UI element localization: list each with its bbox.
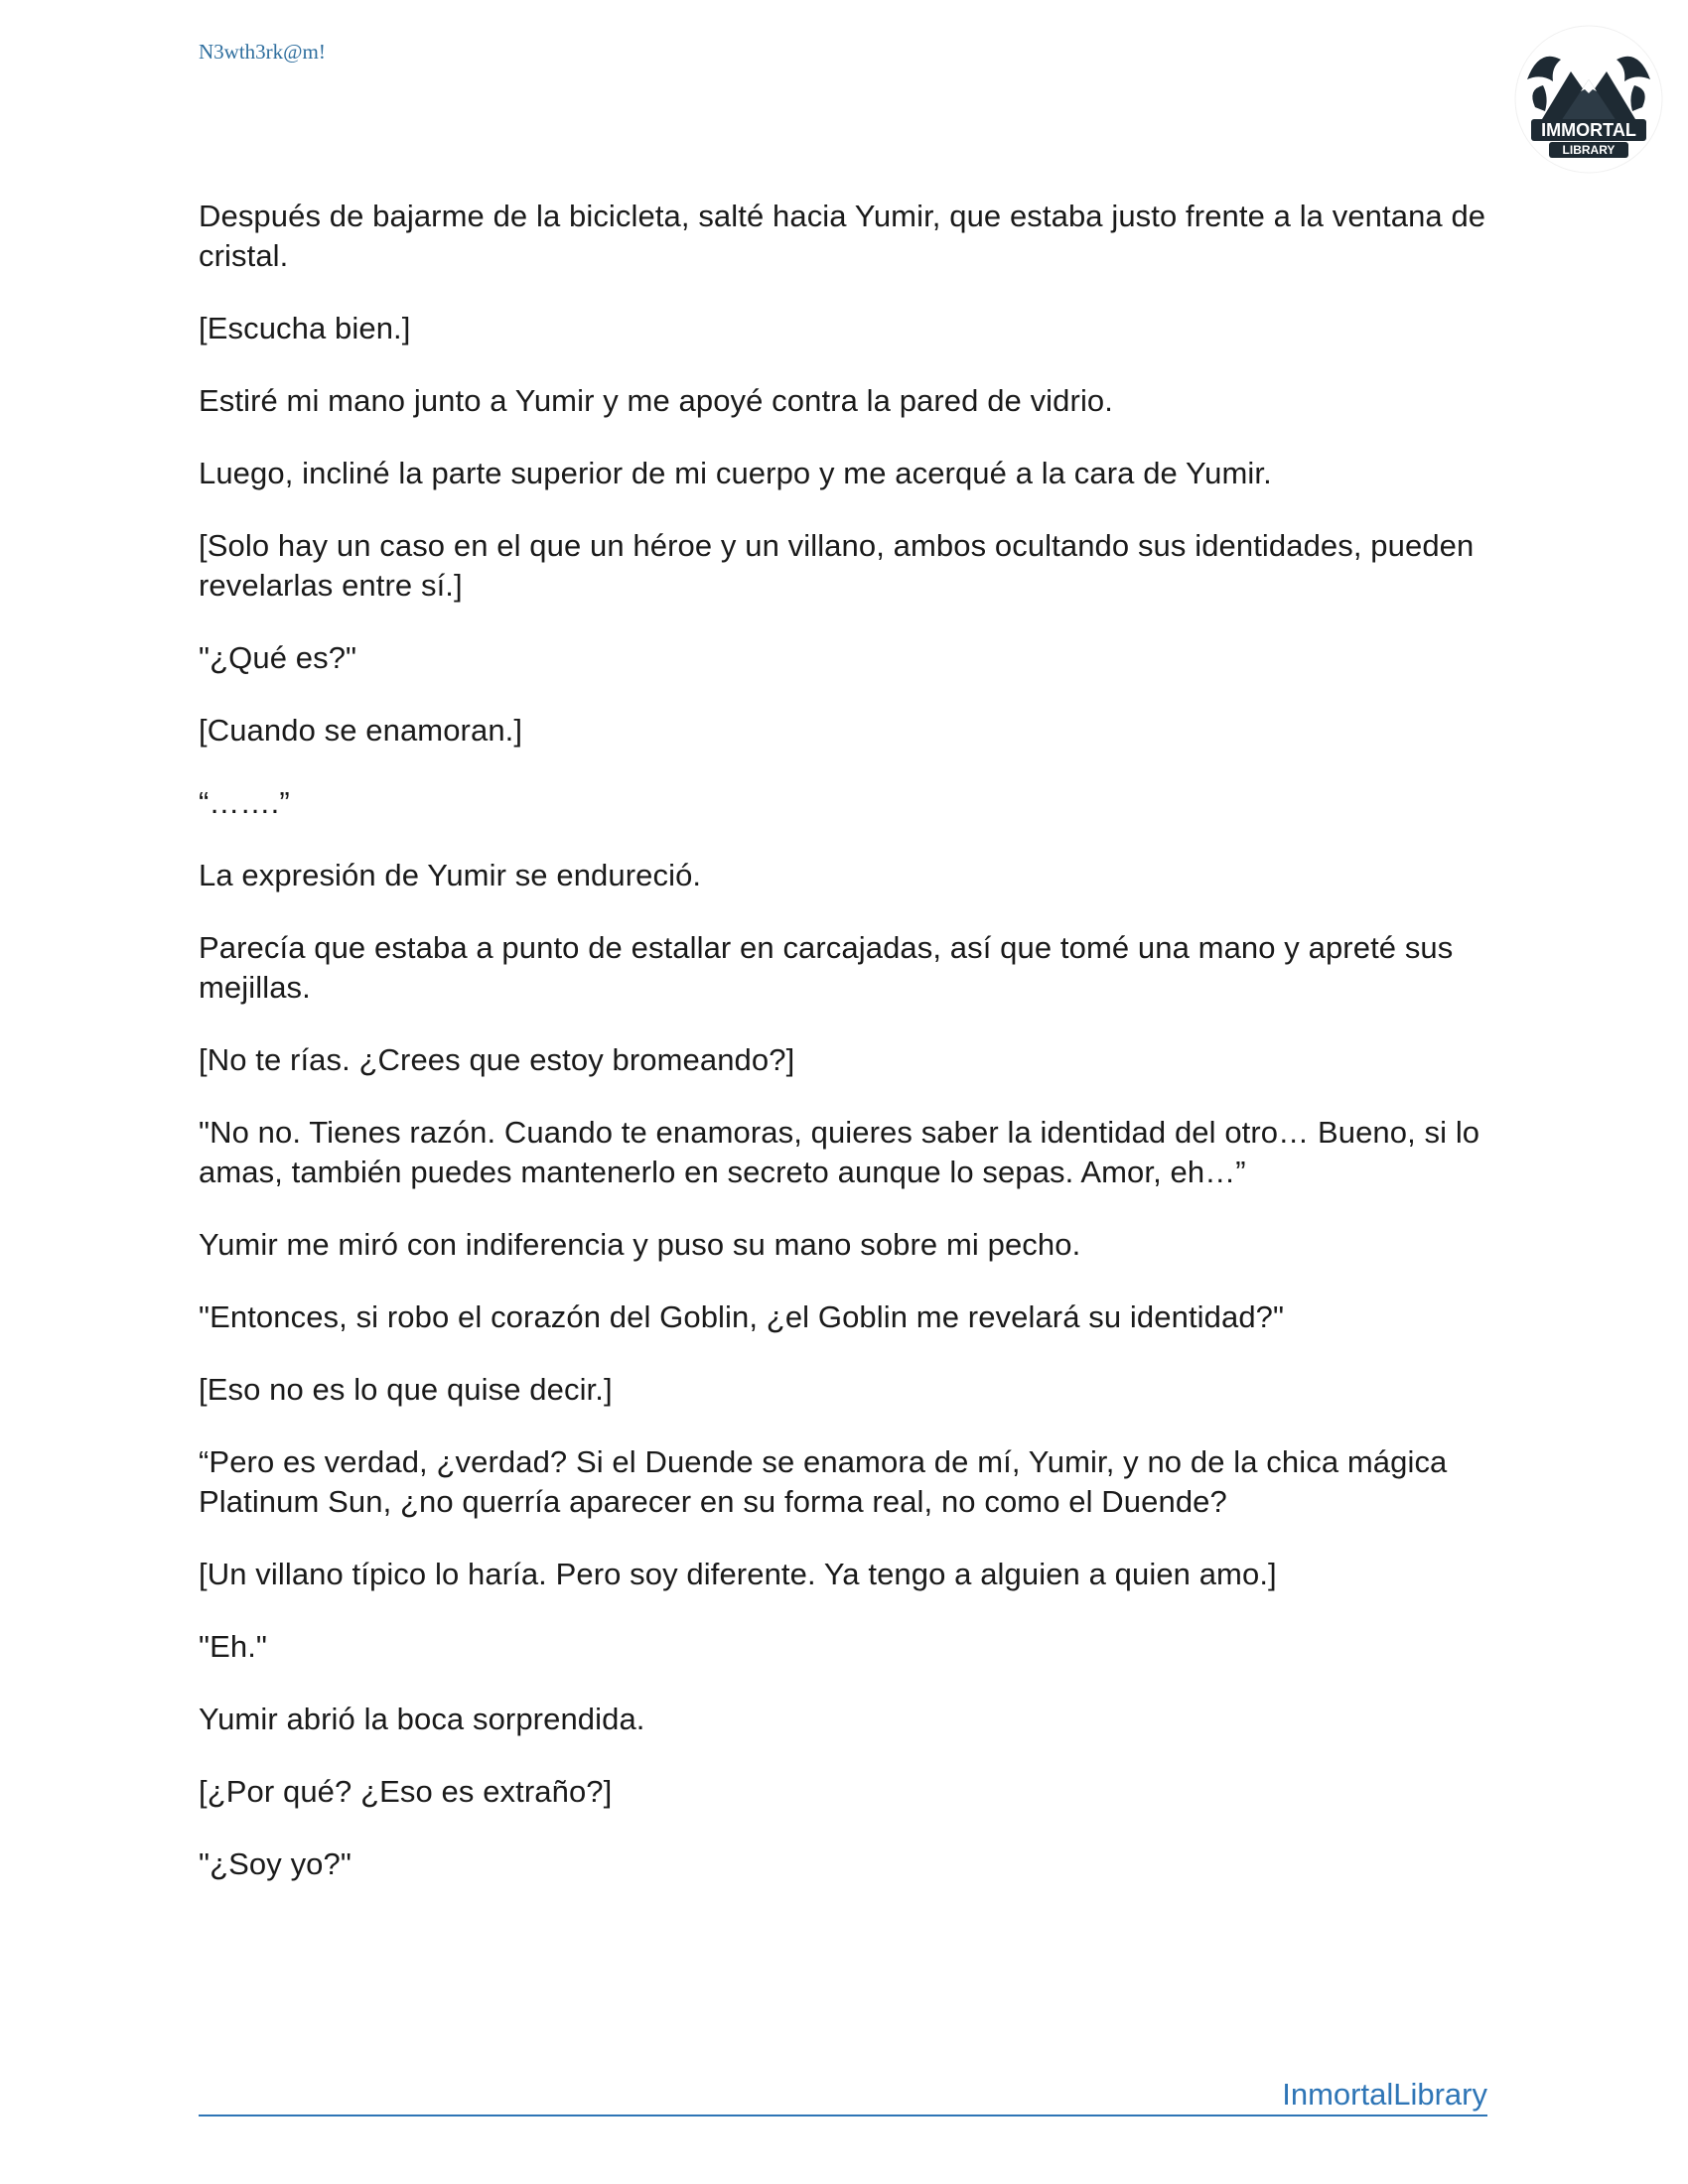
- paragraph: “Pero es verdad, ¿verdad? Si el Duende se enamora de mí, Yumir, y no de la chica mágica Platinum Sun, ¿no querría aparecer en su forma real, no como el Duende?: [199, 1444, 1448, 1519]
- paragraph: "Entonces, si robo el corazón del Goblin, ¿el Goblin me revelará su identidad?": [199, 1299, 1285, 1334]
- paragraph: [Eso no es lo que quise decir.]: [199, 1372, 613, 1407]
- paragraph: Yumir abrió la boca sorprendida.: [199, 1702, 645, 1736]
- paragraph: [¿Por qué? ¿Eso es extraño?]: [199, 1774, 613, 1809]
- immortal-library-logo: [1509, 20, 1668, 179]
- paragraph: "Eh.": [199, 1629, 268, 1664]
- paragraph: [Un villano típico lo haría. Pero soy diferente. Ya tengo a alguien a quien amo.]: [199, 1557, 1277, 1591]
- footer-link[interactable]: InmortalLibrary: [1282, 2077, 1487, 2112]
- paragraph: [Solo hay un caso en el que un héroe y un villano, ambos ocultando sus identidades, pueden revelarlas entre sí.]: [199, 528, 1475, 603]
- paragraph: La expresión de Yumir se endureció.: [199, 858, 702, 892]
- paragraph: Parecía que estaba a punto de estallar en carcajadas, así que tomé una mano y apreté sus mejillas.: [199, 930, 1454, 1005]
- paragraph: "No no. Tienes razón. Cuando te enamoras, quieres saber la identidad del otro… Bueno, si lo amas, también puedes mantenerlo en secreto aunque lo sepas. Amor, eh…”: [199, 1115, 1480, 1189]
- paragraph: Después de bajarme de la bicicleta, salté hacia Yumir, que estaba justo frente a la ventana de cristal.: [199, 199, 1486, 273]
- paragraph: Estiré mi mano junto a Yumir y me apoyé contra la pared de vidrio.: [199, 383, 1113, 418]
- paragraph: “…….”: [199, 785, 290, 820]
- paragraph: [Cuando se enamoran.]: [199, 713, 523, 748]
- logo-line2: LIBRARY: [1562, 143, 1616, 157]
- document-body: [199, 197, 1489, 1917]
- paragraph: Luego, incliné la parte superior de mi cuerpo y me acerqué a la cara de Yumir.: [199, 456, 1272, 490]
- paragraph: [Escucha bien.]: [199, 311, 411, 345]
- paragraph: [No te rías. ¿Crees que estoy bromeando?]: [199, 1042, 795, 1077]
- paragraph: Yumir me miró con indiferencia y puso su mano sobre mi pecho.: [199, 1227, 1081, 1262]
- paragraph: "¿Soy yo?": [199, 1846, 352, 1881]
- paragraph: "¿Qué es?": [199, 640, 357, 675]
- footer: [199, 2071, 1487, 2116]
- header-author: N3wth3rk@m!: [199, 40, 326, 64]
- logo-line1: IMMORTAL: [1541, 120, 1636, 140]
